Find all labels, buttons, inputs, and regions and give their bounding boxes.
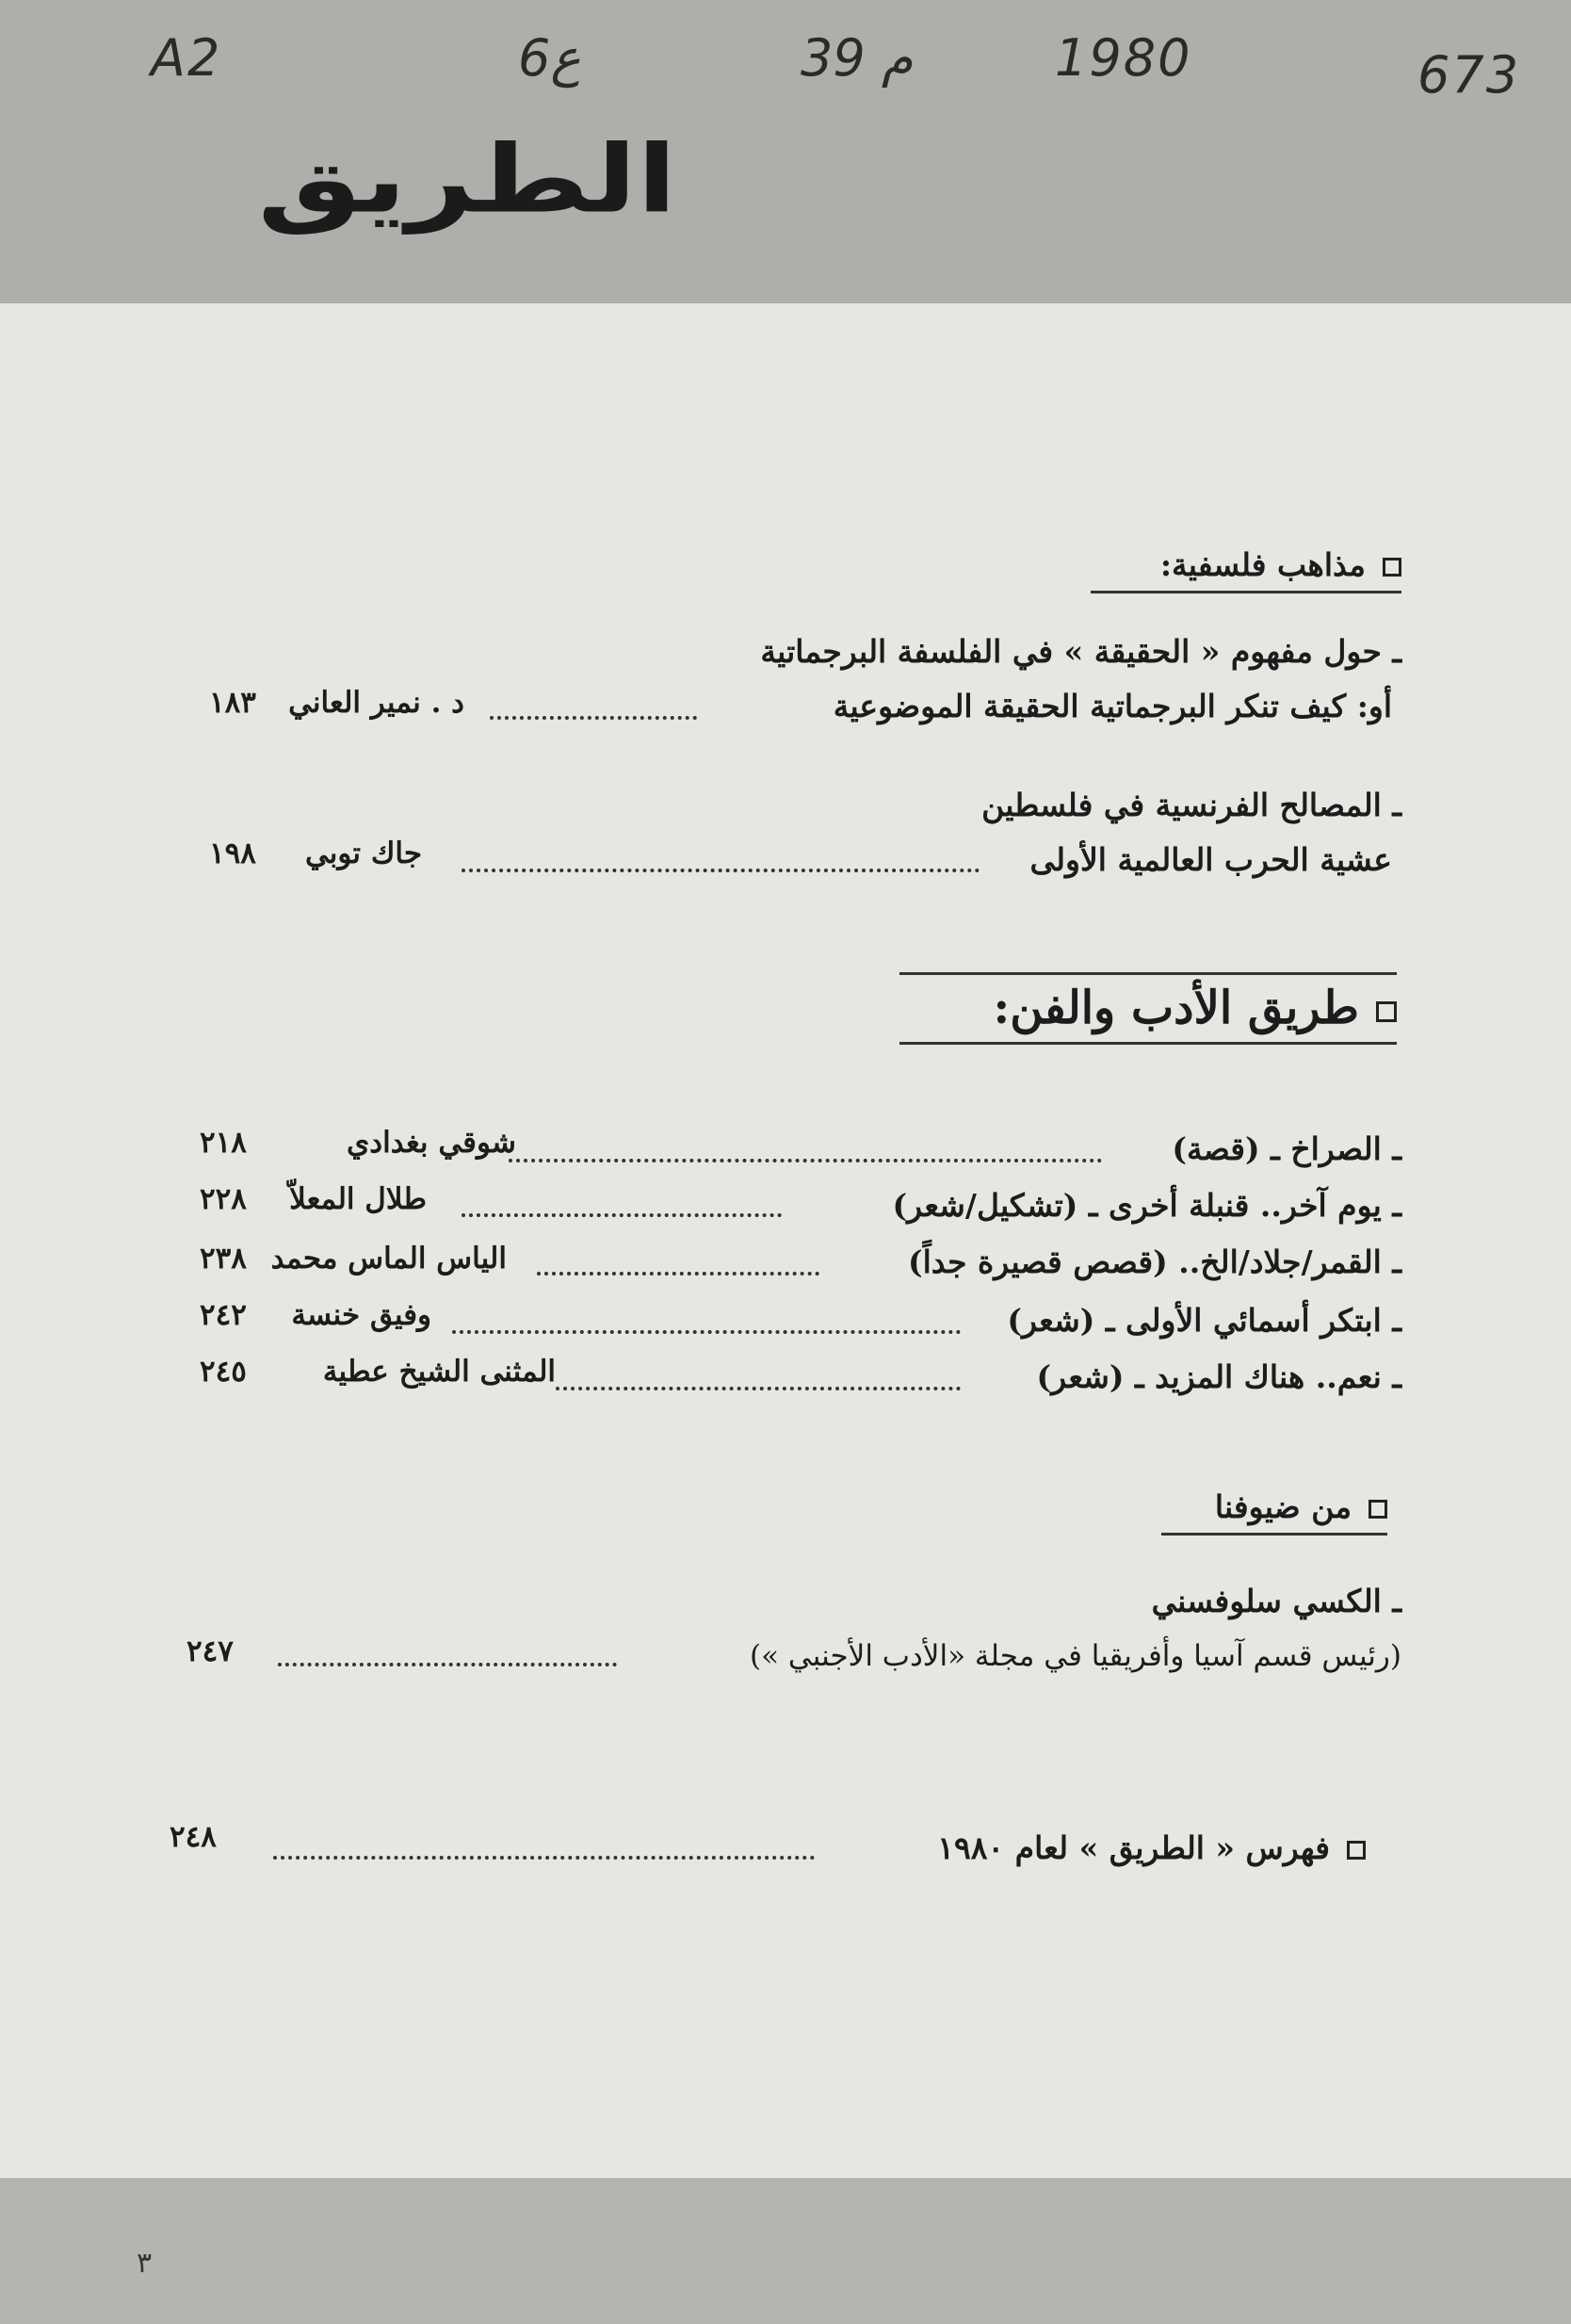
leader-dots [556,1387,961,1390]
square-bullet-icon [1369,1500,1387,1519]
toc-entry-line: عشية الحرب العالمية الأولى [1029,841,1392,878]
annual-index-title: فهرس « الطريق » لعام ١٩٨٠ [937,1829,1330,1866]
magazine-logo: الطريق [257,125,677,235]
toc-author: طلال المعلاّ [289,1182,427,1216]
toc-page-number: ٢٤٥ [200,1355,247,1389]
section-guests-heading [1161,1488,1387,1536]
toc-author: المثنى الشيخ عطية [322,1355,556,1389]
toc-author: وفيق خنسة [291,1298,431,1332]
toc-entry-title: ـ الصراخ ـ (قصة) [1172,1130,1401,1167]
leader-dots [537,1272,819,1276]
section-literature-heading [899,982,1397,1045]
handwritten-note-a: A2 [151,28,222,88]
square-bullet-icon [1347,1841,1366,1860]
toc-entry-title: ـ ابتكر أسمائي الأولى ـ (شعر) [1007,1302,1401,1339]
toc-author: شوقي بغدادي [347,1126,516,1160]
leader-dots [462,869,980,872]
handwritten-number: 673 [1417,45,1521,105]
leader-dots [278,1663,617,1666]
toc-page-number: ١٨٣ [209,686,256,720]
toc-page-number: ٢٤٧ [186,1634,234,1668]
toc-author: جاك توبي [304,837,422,870]
section-philosophy-title: مذاهب فلسفية: [1159,546,1366,583]
toc-page-number: ١٩٨ [209,837,256,870]
handwritten-note-c: 39 م [801,28,914,88]
section-guests-title: من ضيوفنا [1214,1488,1352,1525]
toc-entry-line: ـ حول مفهوم « الحقيقة » في الفلسفة البرجماتية [760,633,1401,670]
toc-entry-line: ـ المصالح الفرنسية في فلسطين [981,787,1401,823]
toc-page-number: ٢٤٢ [200,1298,247,1332]
section-literature-title: طريق الأدب والفن: [993,982,1359,1034]
section-philosophy-heading [1091,546,1401,593]
toc-page-number: ٢٣٨ [200,1242,247,1276]
leader-dots [490,716,697,720]
page-folio: ٣ [137,2247,153,2280]
toc-entry-title: ـ نعم.. هناك المزيد ـ (شعر) [1036,1358,1401,1395]
toc-entry-line: (رئيس قسم آسيا وأفريقيا في مجلة «الأدب الأجنبي ») [750,1639,1401,1673]
toc-entry-line: ـ الكسي سلوفسني [1151,1583,1401,1619]
toc-page-number: ٢١٨ [200,1126,247,1160]
square-bullet-icon [1376,1001,1397,1022]
handwritten-note-b: 6ع [518,28,581,88]
toc-entry-title: ـ يوم آخر.. قنبلة أخرى ـ (تشكيل/شعر) [892,1187,1401,1224]
toc-author: الياس الماس محمد [270,1242,507,1276]
leader-dots [509,1159,1102,1162]
footer-band [0,2178,1571,2324]
leader-dots [452,1330,961,1334]
annual-index-entry [937,1829,1366,1866]
toc-page-number: ٢٢٨ [200,1182,247,1216]
toc-entry-line: أو: كيف تنكر البرجماتية الحقيقة الموضوعية [833,688,1392,724]
divider [899,972,1397,975]
leader-dots [462,1213,782,1217]
toc-entry-title: ـ القمر/جلاد/الخ.. (قصص قصيرة جداً) [907,1243,1401,1280]
toc-page-number: ٢٤٨ [170,1820,217,1854]
leader-dots [273,1856,815,1860]
square-bullet-icon [1383,558,1401,577]
handwritten-year: 1980 [1055,28,1192,88]
toc-author: د . نمير العاني [288,686,464,720]
